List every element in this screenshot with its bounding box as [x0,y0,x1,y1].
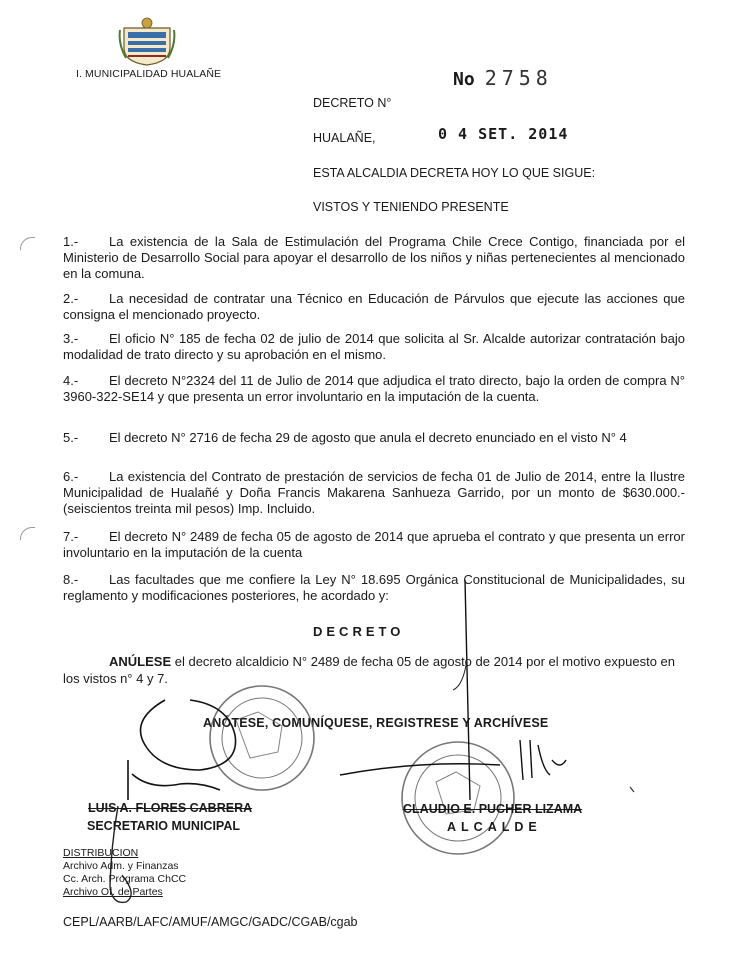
municipal-crest-logo [118,14,176,66]
item-number: 8.- [63,572,79,587]
municipality-name: I. MUNICIPALIDAD HUALAÑE [76,68,222,80]
date-stamp: 0 4 SET. 2014 [438,125,569,143]
item-text: El decreto N° 2716 de fecha 29 de agosto que anula el decreto enunciado en el visto N° 4 [109,430,627,445]
secretary-signature [128,700,236,800]
item-text: El decreto N°2324 del 11 de Julio de 2014 que adjudica el trato directo, bajo la orden de compra N° 3960-322-SE14 y que presenta un error involuntario en la imputación de la cuenta. [63,373,685,404]
number-value: 2758 [484,66,553,90]
punch-hole-mark [20,237,35,250]
distribution-line: Cc. Arch. Programa ChCC [63,873,187,885]
item-4 [63,373,685,405]
decreto-label: DECRETO N° [313,96,392,110]
place-label: HUALAÑE, [313,131,376,145]
item-number: 3.- [63,331,79,346]
item-number: 7.- [63,529,79,544]
decree-number [453,66,553,90]
closing-formula: ANÓTESE, COMUNÍQUESE, REGISTRESE Y ARCHÍVESE [203,716,549,730]
distribution-line: Archivo Adm. y Finanzas [63,860,179,872]
resolution-paragraph [63,653,685,687]
item-number: 1.- [63,234,79,249]
resolution-keyword: ANÚLESE [109,654,172,669]
distribution-line: Archivo Of. de Partes [63,886,163,898]
mayor-name: CLAUDIO E. PUCHER LIZAMA [403,802,583,816]
item-8 [63,572,685,604]
item-6 [63,469,685,517]
punch-hole-mark [20,527,35,540]
item-1 [63,234,685,282]
item-2 [63,291,685,323]
item-text: El oficio N° 185 de fecha 02 de julio de 2014 que solicita al Sr. Alcalde autorizar contratación bajo modalidad de trato directo y su aprobación en el mismo. [63,331,685,362]
vistos-heading: VISTOS Y TENIENDO PRESENTE [313,200,509,214]
item-number: 5.- [63,430,79,445]
item-text: La existencia del Contrato de prestación de servicios de fecha 01 de Julio de 2014, entre la Ilustre Municipalidad de Hualañé y Doña Francis Makarena Sanhueza Garrido, por un monto de $630.000.- (seiscientos treinta mil pesos) Imp. Incluido. [63,469,685,516]
mayor-seal-stamp [402,742,514,854]
item-number: 6.- [63,469,79,484]
item-text: La existencia de la Sala de Estimulación del Programa Chile Crece Contigo, financiada por el Ministerio de Desarrollo Social para apoyar el desarrollo de los niños y niñas pertenecientes al mencionado en la comuna. [63,234,685,281]
mayor-title: ALCALDE [447,820,542,834]
mayor-signature [340,580,566,800]
item-3 [63,331,685,363]
intro-line: ESTA ALCALDIA DECRETA HOY LO QUE SIGUE: [313,166,596,180]
secretary-name: LUIS A. FLORES CABRERA [88,801,253,815]
decreto-heading: DECRETO [313,624,405,639]
item-number: 4.- [63,373,79,388]
item-7 [63,529,685,561]
item-number: 2.- [63,291,79,306]
resolution-text: el decreto alcaldicio N° 2489 de fecha 05 de agosto de 2014 por el motivo expuesto en los vistos n° 4 y 7. [63,654,675,686]
distribution-label: DISTRIBUCION [63,847,139,859]
item-5 [63,430,685,446]
typist-initials: CEPL/AARB/LAFC/AMUF/AMGC/GADC/CGAB/cgab [63,915,358,929]
number-label: No [453,69,475,90]
secretary-title: SECRETARIO MUNICIPAL [87,819,241,833]
secretary-seal-stamp [210,686,314,790]
item-text: Las facultades que me confiere la Ley N° 18.695 Orgánica Constitucional de Municipalidades, su reglamento y modificaciones posteriores, he acordado y: [63,572,685,603]
item-text: La necesidad de contratar una Técnico en Educación de Párvulos que ejecute las acciones que consigna el mencionado proyecto. [63,291,685,322]
item-text: El decreto N° 2489 de fecha 05 de agosto de 2014 que aprueba el contrato y que presenta un error involuntario en la imputación de la cuenta [63,529,685,560]
